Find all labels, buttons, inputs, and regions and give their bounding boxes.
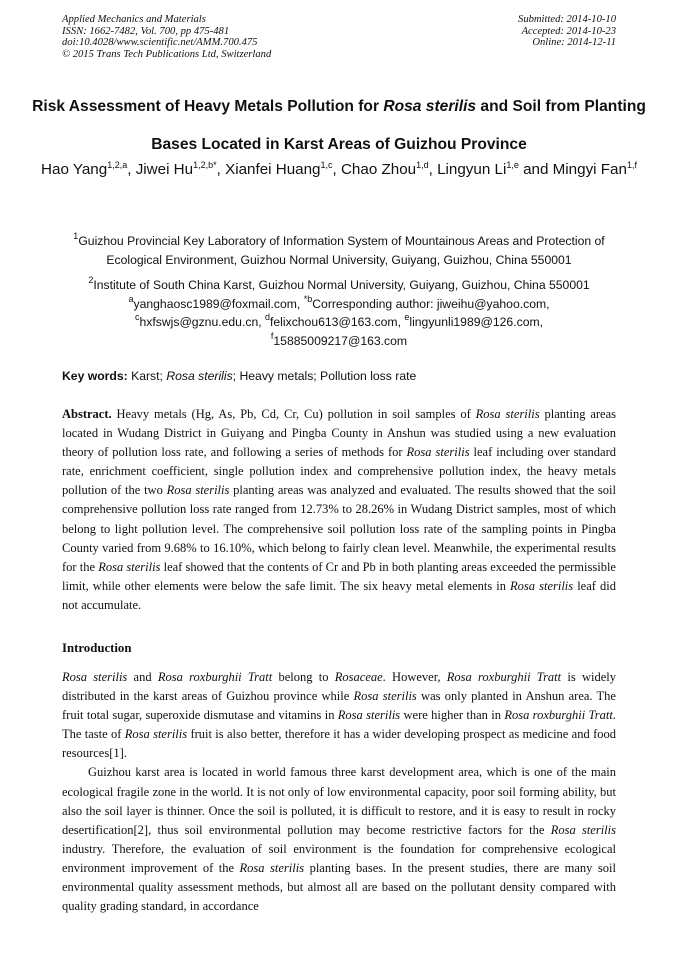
- author: Jiwei $Hu^{1,2,b*}$: [135, 160, 217, 178]
- journal-header-left: [62, 14, 271, 60]
- title-text-2: and Soil from Planting Bases Located in Karst Areas of Guizhou Province: [151, 98, 646, 153]
- author: Lingyun Li$^{1,e}$: [437, 160, 519, 178]
- issn-line: ISSN: 1662-7482, Vol. 700, pp 475-481: [62, 25, 230, 37]
- copyright-line: © 2015 Trans Tech Publications Ltd, Switzerland: [62, 48, 272, 60]
- paragraph: Guizhou karst area is located in world famous three karst development area, which is one of the main ecological fragile zone in the world. It is not only of low environmental capacity, poor soil forming ability, but also the soil layer is thinner. Once the soil is polluted, it is difficult to restore, and it is easy to result in rocky desertification[2], thus soil environmental pollution may become restrictive factors for the Rosa sterilis industry. Therefore, the evaluation of soil environment is the foundation for comprehensive ecological environment improvement of the Rosa sterilis planting bases. In the present studies, there are many soil environmental quality assessment methods, but almost all are based on the pollutant density compared with quality grading standard, in accordance: [62, 765, 616, 914]
- doi-line: doi:10.4028/www.scientific.net/AMM.700.475: [62, 37, 258, 49]
- online-date: Online: 2014-12-11: [532, 37, 616, 49]
- introduction-body: [62, 668, 616, 916]
- email-line-2: $^c$hxfswjs@gznu.edu.cn, $^d$felixchou613@163.com, $^e$lingyunli1989@126.com,: [134, 312, 544, 329]
- author-list: Hao Yang$^{1,2,a}$, Jiwei $Hu^{1,2,b*}$, Xianfei Huang$^{1,c}$, Chao Zhou$^{1,d}$, Lingyun Li$^{1,e}$ and Mingyi Fan$^{1,f}$: [41, 160, 637, 178]
- abstract: Abstract. Heavy metals (Hg, As, Pb, Cd, Cr, Cu) pollution in soil samples of Rosa sterilis planting areas located in Wudang District in Guiyang and Pingba County in Anshun was studied using a new evaluation theory of pollution loss rate, and following a series of methods for Rosa sterilis leaf including over standard rate, enrichment coefficient, single pollution index and comprehensive pollution index, the heavy metals pollution of the two Rosa sterilis planting areas was analyzed and evaluated. The results showed that the soil comprehensive pollution loss rate ranged from 12.73% to 28.26% in Wudang District samples, most of which belong to light pollution level. The comprehensive soil pollution loss rate of the sampling points in Pingba County varied from 9.68% to 16.10%, which belong to fairly clean level. Meanwhile, the experimental results for the Rosa sterilis leaf showed that the contents of Cr and Pb in both planting areas exceeded the permissible limit, while other elements were below the safe limit. The six heavy metal elements in Rosa sterilis leaf did not accumulate.: [62, 407, 616, 612]
- author: Xianfei Huang$^{1,c}$: [225, 160, 333, 178]
- author: Chao Zhou$^{1,d}$: [340, 160, 429, 178]
- accepted-date: Accepted: 2014-10-23: [521, 25, 616, 37]
- title-species: Rosa sterilis: [383, 98, 477, 115]
- affiliation-1: $^1$Guizhou Provincial Key Laboratory of Information System of Mountainous Areas and Protection of Ecological Environment, Guizhou Normal University, Guiyang, Guizhou, China 550001: [73, 231, 605, 267]
- submitted-date: Submitted: 2014-10-10: [518, 14, 616, 25]
- section-heading-introduction: Introduction: [62, 641, 132, 655]
- author: Hao Yang$^{1,2,a}$: [41, 160, 128, 178]
- paragraph: Rosa sterilis and Rosa roxburghii Tratt belong to Rosaceae. However, Rosa roxburghii Tratt is widely distributed in the karst areas of Guizhou province while Rosa sterilis was only planted in Anshun area. The fruit total sugar, superoxide dismutase and vitamins in Rosa sterilis were higher than in Rosa roxburghii Tratt. The taste of Rosa sterilis fruit is also better, therefore it has a wider developing prospect as medicine and food resources[1].: [62, 670, 617, 761]
- title-text-1: Risk Assessment of Heavy Metals Pollution for: [32, 98, 384, 115]
- affiliation-2: $^2$Institute of South China Karst, Guizhou Normal University, Guiyang, Guizhou, China 550001 $^a$yanghaosc1989@foxmail.com, $^{*b}$Corresponding author: jiweihu@yahoo.com, $^c$hxfswjs@gznu.edu.cn, $^d$felixchou613@163.com, $^e$lingyunli1989@126.com, $^f$15885009217@163.com: [50, 276, 628, 350]
- email-line-1: $^a$yanghaosc1989@foxmail.com, $^{*b}$Corresponding author: jiweihu@yahoo.com,: [128, 293, 550, 311]
- email-line-3: $^f$15885009217@163.com: [270, 330, 408, 348]
- journal-header-right: [518, 14, 616, 49]
- journal-name: Applied Mechanics and Materials: [62, 14, 206, 25]
- author: and Mingyi Fan$^{1,f}$: [523, 160, 637, 178]
- keywords: Key words: Karst; Rosa sterilis; Heavy metals; Pollution loss rate: [62, 369, 417, 383]
